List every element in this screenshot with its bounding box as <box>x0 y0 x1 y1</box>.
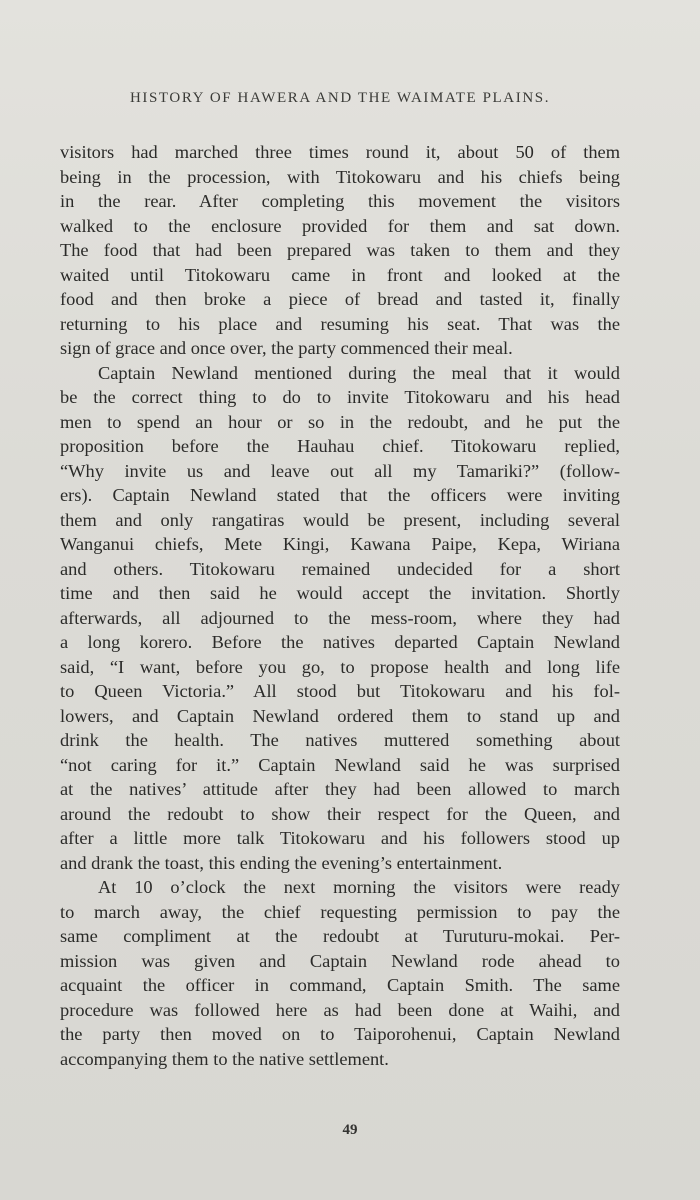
text-line: visitors had marched three times round it, about 50 of them <box>60 142 620 162</box>
text-line: Wanganui chiefs, Mete Kingi, Kawana Paipe, Kepa, Wiriana <box>60 534 620 554</box>
text-line: mission was given and Captain Newland rode ahead to <box>60 950 620 971</box>
paragraph <box>60 140 620 361</box>
text-line: drink the health. The natives muttered something about <box>60 730 620 750</box>
text-line: said, “I want, before you go, to propose health and long life <box>60 656 620 677</box>
text-line: and others. Titokowaru remained undecided for a short <box>60 558 620 579</box>
body-text <box>60 140 620 1071</box>
text-line: proposition before the Hauhau chief. Titokowaru replied, <box>60 436 620 456</box>
text-line: in the rear. After completing this movement the visitors <box>60 191 620 211</box>
text-line: after a little more talk Titokowaru and his followers stood up <box>60 828 620 848</box>
text-line: them and only rangatiras would be present, including several <box>60 509 620 530</box>
paragraph <box>60 361 620 876</box>
text-line: “Why invite us and leave out all my Tamariki?” (follow- <box>60 460 620 481</box>
text-line: same compliment at the redoubt at Turuturu-mokai. Per- <box>60 926 620 946</box>
text-line: ers). Captain Newland stated that the officers were inviting <box>60 485 620 505</box>
text-line: “not caring for it.” Captain Newland said he was surprised <box>60 754 620 775</box>
text-line: waited until Titokowaru came in front and looked at the <box>60 264 620 285</box>
text-line: food and then broke a piece of bread and tasted it, finally <box>60 289 620 309</box>
text-line: the party then moved on to Taiporohenui, Captain Newland <box>60 1024 620 1044</box>
text-line: returning to his place and resuming his seat. That was the <box>60 313 620 334</box>
text-line: a long korero. Before the natives departed Captain Newland <box>60 632 620 652</box>
text-line: walked to the enclosure provided for them and sat down. <box>60 215 620 236</box>
text-line: time and then said he would accept the invitation. Shortly <box>60 583 620 603</box>
text-line: acquaint the officer in command, Captain Smith. The same <box>60 975 620 995</box>
text-line: being in the procession, with Titokowaru and his chiefs being <box>60 166 620 187</box>
text-line: be the correct thing to do to invite Titokowaru and his head <box>60 387 620 407</box>
text-line: and drank the toast, this ending the evening’s entertainment. <box>60 852 503 873</box>
text-line: lowers, and Captain Newland ordered them to stand up and <box>60 705 620 726</box>
running-head: HISTORY OF HAWERA AND THE WAIMATE PLAINS. <box>129 90 551 106</box>
text-line: men to spend an hour or so in the redoubt, and he put the <box>60 411 620 432</box>
text-line: sign of grace and once over, the party commenced their meal. <box>60 338 513 358</box>
text-line: accompanying them to the native settlement. <box>60 1048 389 1069</box>
page-number: 49 <box>342 1122 358 1138</box>
text-line: to march away, the chief requesting permission to pay the <box>60 901 620 922</box>
text-line: Captain Newland mentioned during the meal that it would <box>98 362 620 383</box>
text-line: At 10 o’clock the next morning the visitors were ready <box>98 877 620 897</box>
text-line: afterwards, all adjourned to the mess-room, where they had <box>60 607 620 628</box>
text-line: The food that had been prepared was taken to them and they <box>60 240 620 260</box>
paragraph <box>60 875 620 1071</box>
text-line: to Queen Victoria.” All stood but Titokowaru and his fol- <box>60 681 620 701</box>
text-line: procedure was followed here as had been done at Waihi, and <box>60 999 620 1020</box>
text-line: around the redoubt to show their respect for the Queen, and <box>60 803 620 824</box>
text-line: at the natives’ attitude after they had been allowed to march <box>60 779 620 799</box>
